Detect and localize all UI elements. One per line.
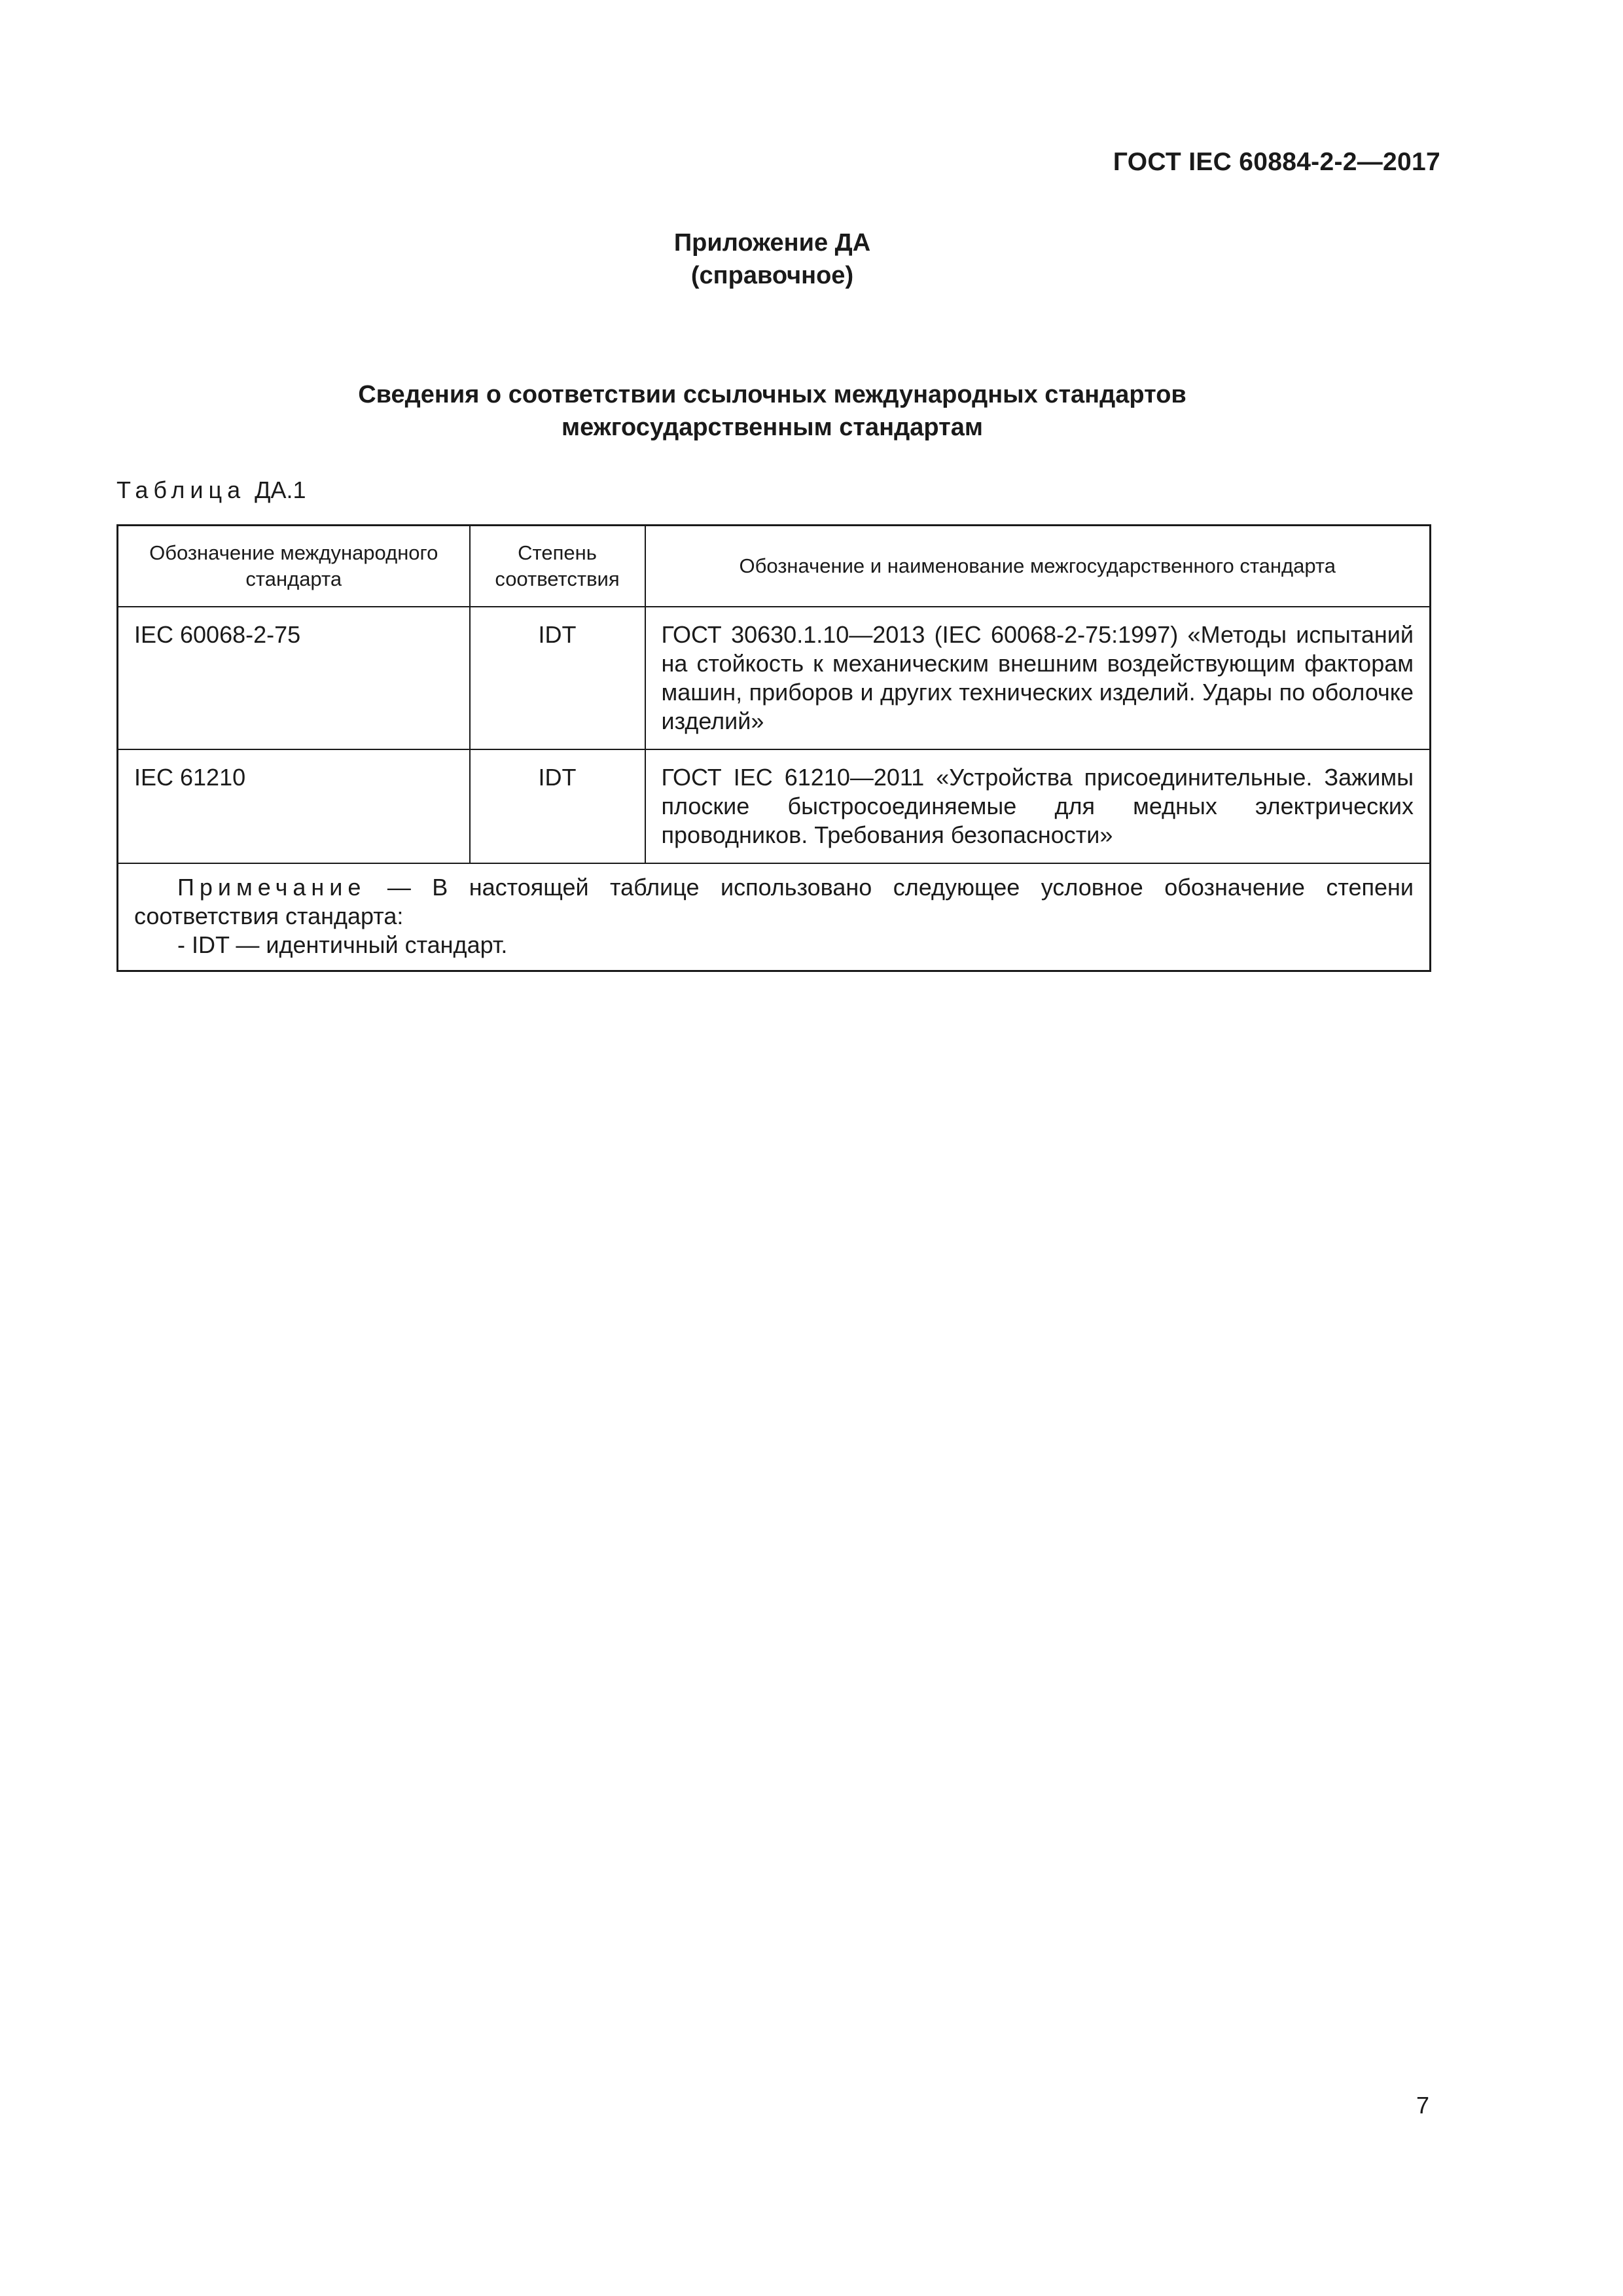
- header-degree: Степень соответствия: [470, 526, 645, 607]
- cell-degree: IDT: [470, 607, 645, 749]
- standards-table: [116, 524, 1431, 972]
- appendix-title: Приложение ДА: [673, 229, 871, 257]
- table-header-row: [118, 526, 1431, 607]
- section-title-line-1: Сведения о соответствии ссылочных международных стандартов: [358, 381, 1186, 408]
- page-number: 7: [1416, 2092, 1429, 2119]
- table-label: [116, 476, 306, 505]
- appendix-heading: [0, 226, 1544, 292]
- table-note: [118, 863, 1431, 971]
- cell-interstate-standard: ГОСТ 30630.1.10—2013 (IEC 60068-2-75:1997) «Методы испытаний на стойкость к механическим внешним воздействующим факторам машин, приборов и других технических изделий. Удары по оболочке изделий»: [645, 607, 1431, 749]
- cell-international-code: IEC 60068-2-75: [118, 607, 470, 749]
- cell-international-code: IEC 61210: [118, 749, 470, 863]
- note-label: Примечание: [177, 874, 366, 901]
- document-code: ГОСТ IEC 60884-2-2—2017: [1113, 148, 1440, 176]
- table-label-word: Таблица: [116, 476, 246, 503]
- note-paragraph: [134, 873, 1414, 931]
- appendix-subtitle: (справочное): [690, 262, 854, 289]
- section-title-line-2: межгосударственным стандартам: [562, 414, 983, 441]
- note-text: — В настоящей таблице использовано следующее условное обозначение степени соответствия стандарта:: [134, 874, 1414, 929]
- section-title: [0, 378, 1544, 444]
- header-international-code: Обозначение международного стандарта: [118, 526, 470, 607]
- table-note-row: [118, 863, 1431, 971]
- cell-degree: IDT: [470, 749, 645, 863]
- table-label-number: ДА.1: [255, 476, 306, 503]
- table-row: [118, 607, 1431, 749]
- table-row: [118, 749, 1431, 863]
- note-item: - IDT — идентичный стандарт.: [177, 931, 508, 958]
- header-interstate-standard: Обозначение и наименование межгосударственного стандарта: [645, 526, 1431, 607]
- cell-interstate-standard: ГОСТ IEC 61210—2011 «Устройства присоединительные. Зажимы плоские быстросоединяемые для медных электрических проводников. Требования безопасности»: [645, 749, 1431, 863]
